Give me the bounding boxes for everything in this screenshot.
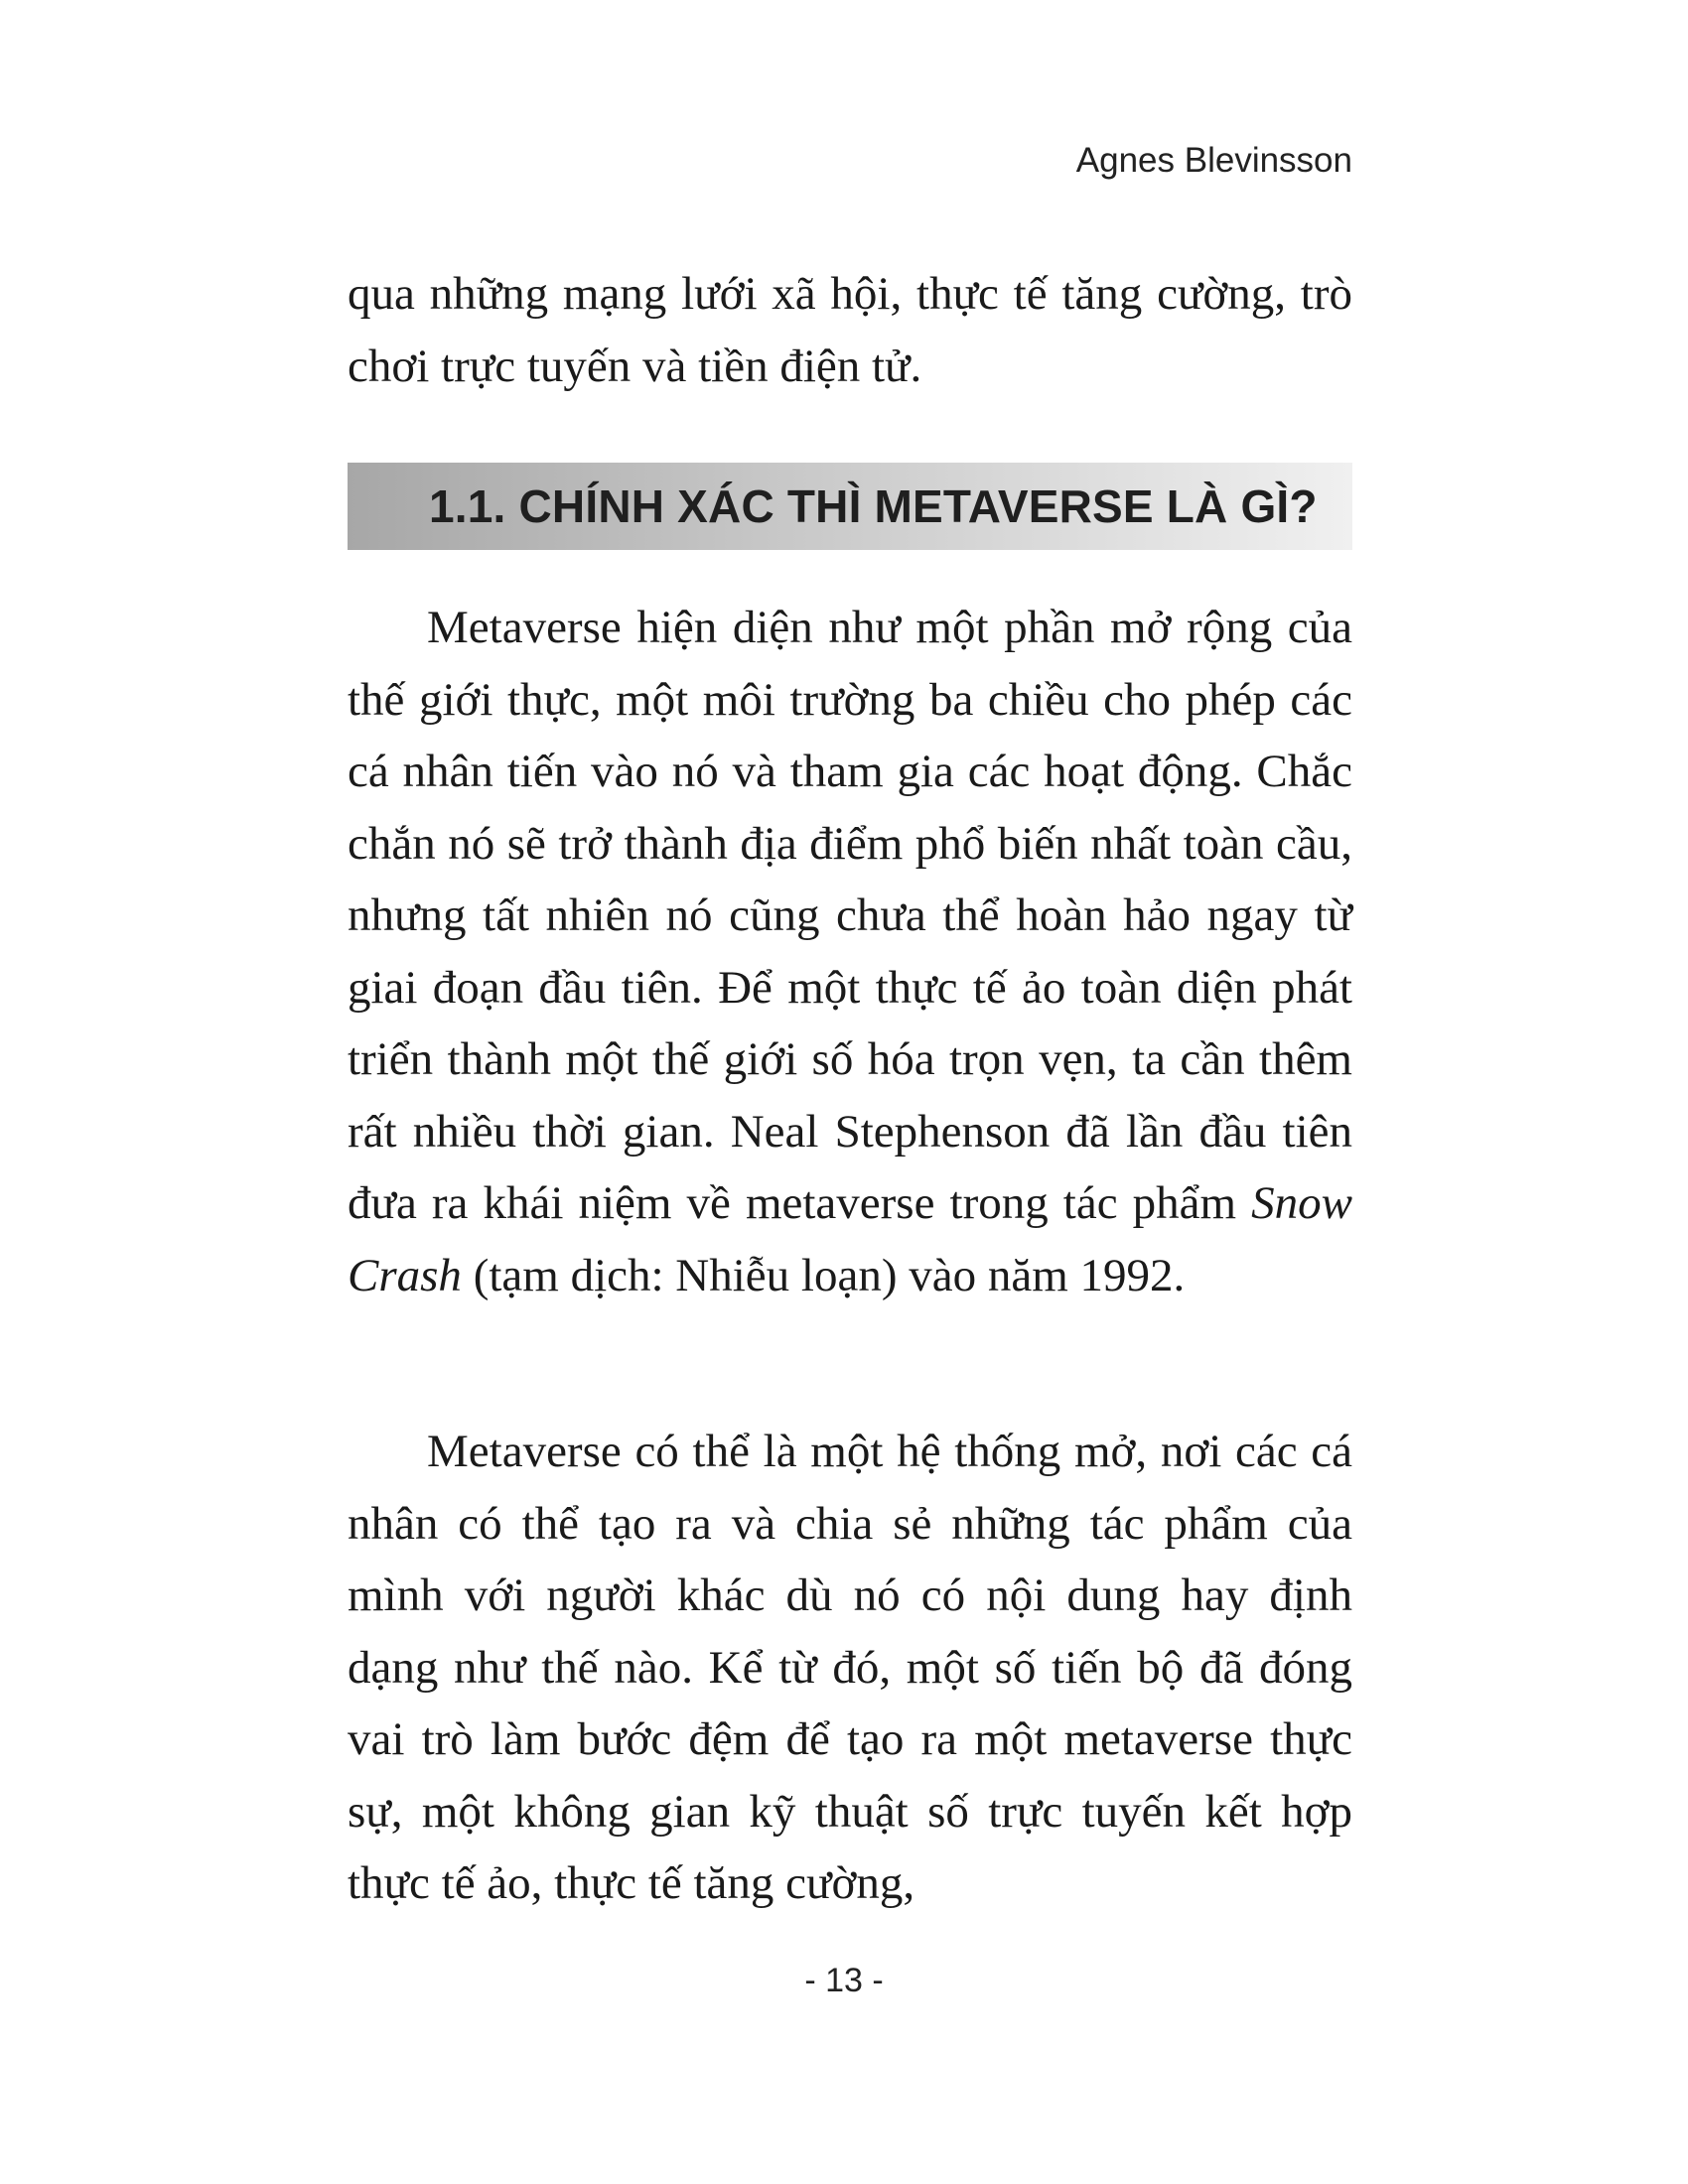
paragraph-1-text-start: Metaverse hiện diện như một phần mở rộng của thế giới thực, một môi trường ba chiều cho phép các cá nhân tiến vào nó và tham gia các hoạt động. Chắc chắn nó sẽ trở thành địa điểm phổ biến nhất toàn cầu, nhưng tất nhiên nó cũng chưa thể hoàn hảo ngay từ giai đoạn đầu tiên. Để một thực tế ảo toàn diện phát triển thành một thế giới số hóa trọn vẹn, ta cần thêm rất nhiều thời gian. Neal Stephenson đã lần đầu tiên đưa ra khái niệm về metaverse trong tác phẩm bbox=[348, 602, 1352, 1229]
section-title: 1.1. CHÍNH XÁC THÌ METAVERSE LÀ GÌ? bbox=[429, 480, 1318, 532]
body-paragraph-2: Metaverse có thể là một hệ thống mở, nơi các cá nhân có thể tạo ra và chia sẻ những tác phẩm của mình với người khác dù nó có nội dung hay định dạng như thế nào. Kể từ đó, một số tiến bộ đã đóng vai trò làm bước đệm để tạo ra một metaverse thực sự, một không gian kỹ thuật số trực tuyến kết hợp thực tế ảo, thực tế tăng cường, bbox=[348, 1426, 1352, 1909]
book-title-italic: Snow Crash bbox=[348, 1177, 1352, 1301]
intro-paragraph: qua những mạng lưới xã hội, thực tế tăng cường, trò chơi trực tuyến và tiền điện tử. bbox=[348, 268, 1352, 392]
page-number: - 13 - bbox=[804, 1962, 884, 1999]
running-header-author: Agnes Blevinsson bbox=[1075, 141, 1352, 180]
body-paragraph-1 bbox=[348, 592, 1352, 1311]
paragraph-1-text-end: (tạm dịch: Nhiễu loạn) vào năm 1992. bbox=[461, 1249, 1186, 1301]
section-heading-bar bbox=[348, 463, 1352, 550]
